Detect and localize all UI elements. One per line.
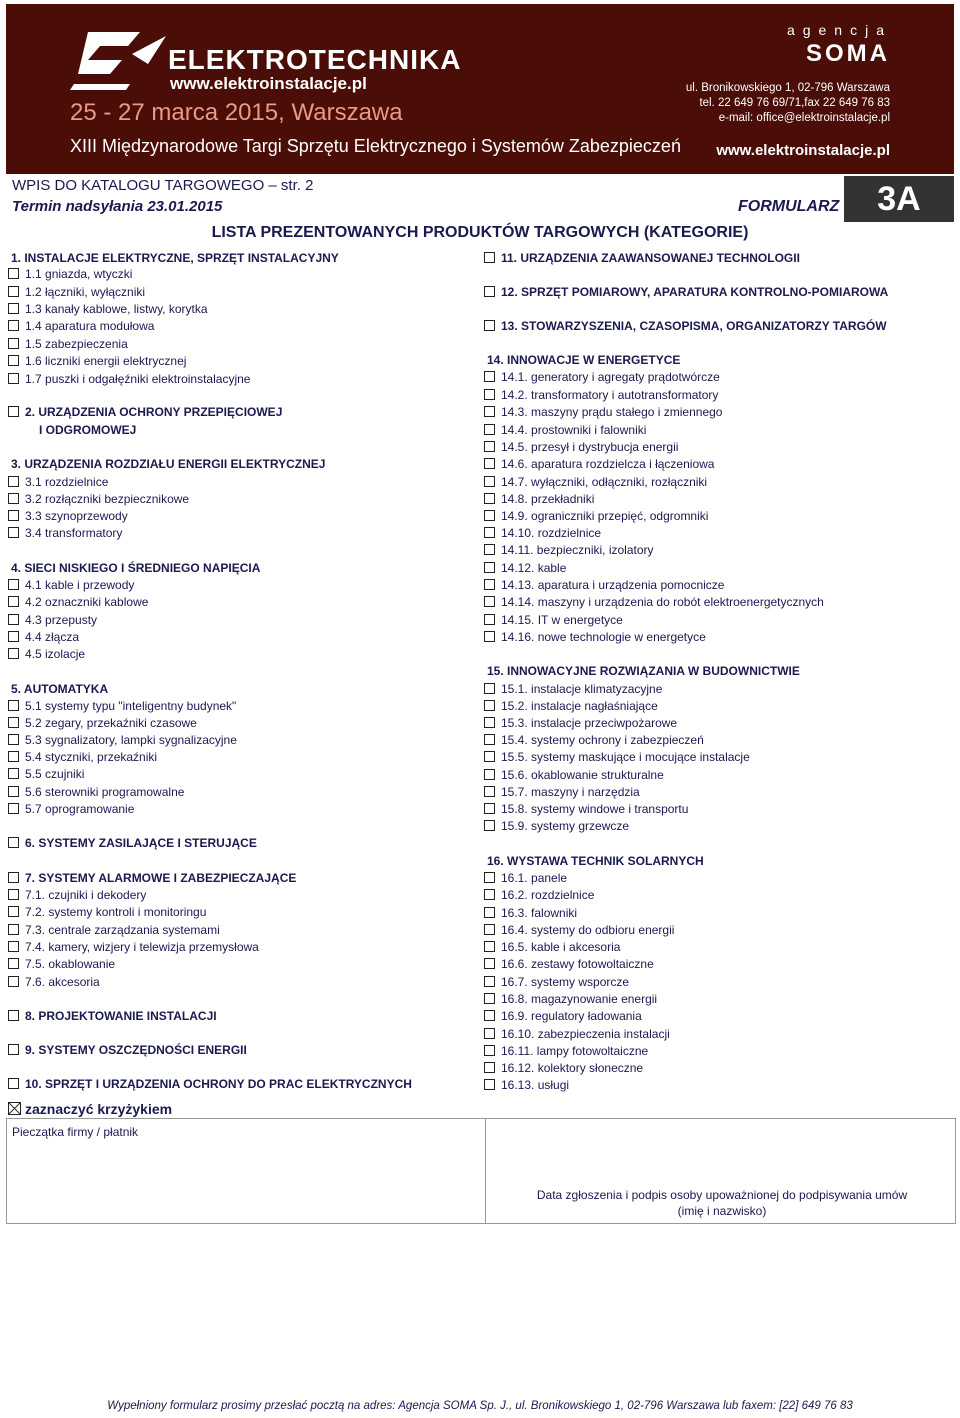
brand-url: www.elektroinstalacje.pl bbox=[170, 74, 367, 93]
checkbox[interactable] bbox=[484, 1010, 495, 1021]
category-label: 7.6. akcesoria bbox=[25, 975, 100, 989]
category-label: 14.14. maszyny i urządzenia do robót elektroenergetycznych bbox=[501, 595, 824, 609]
category-label: 16.4. systemy do odbioru energii bbox=[501, 923, 675, 937]
category-label: 14.11. bezpieczniki, izolatory bbox=[501, 543, 654, 557]
category-option[interactable] bbox=[484, 992, 657, 1006]
category-option[interactable] bbox=[484, 595, 824, 609]
checkbox[interactable] bbox=[8, 373, 19, 384]
stamp-field-label: Pieczątka firmy / płatnik bbox=[12, 1125, 139, 1139]
category-option[interactable] bbox=[484, 957, 654, 971]
category-label: 16.10. zabezpieczenia instalacji bbox=[501, 1027, 670, 1041]
category-option[interactable] bbox=[8, 699, 236, 713]
category-label: 16.1. panele bbox=[501, 871, 568, 885]
checkbox[interactable] bbox=[8, 406, 19, 417]
category-label: 15.5. systemy maskujące i mocujące instalacje bbox=[501, 750, 750, 764]
category-option[interactable] bbox=[8, 940, 259, 954]
checkbox[interactable] bbox=[8, 596, 19, 607]
category-label: 14.2. transformatory i autotransformatory bbox=[501, 388, 719, 402]
checkbox[interactable] bbox=[8, 1010, 19, 1021]
checkbox[interactable] bbox=[484, 1045, 495, 1056]
category-heading bbox=[487, 353, 680, 367]
category-option[interactable] bbox=[484, 785, 640, 799]
agency-address: ul. Bronikowskiego 1, 02-796 Warszawa bbox=[685, 82, 890, 94]
checkbox[interactable] bbox=[484, 907, 495, 918]
category-label: 3.4 transformatory bbox=[25, 526, 123, 540]
signature-field-label bbox=[507, 1187, 937, 1219]
category-label: 2. URZĄDZENIA OCHRONY PRZEPIĘCIOWEJ bbox=[25, 405, 283, 419]
category-option[interactable] bbox=[8, 1043, 247, 1057]
category-option[interactable] bbox=[8, 871, 296, 885]
page-title: LISTA PREZENTOWANYCH PRODUKTÓW TARGOWYCH (KATEGORIE) bbox=[211, 224, 749, 241]
agency-label: agencja bbox=[786, 22, 892, 38]
category-label: 16.11. lampy fotowoltaiczne bbox=[501, 1044, 649, 1058]
form-label: FORMULARZ bbox=[738, 198, 840, 215]
checkbox[interactable] bbox=[484, 406, 495, 417]
checkbox[interactable] bbox=[484, 803, 495, 814]
category-label: 14.15. IT w energetyce bbox=[501, 613, 623, 627]
category-label: 11. URZĄDZENIA ZAAWANSOWANEJ TECHNOLOGII bbox=[501, 251, 800, 265]
category-option[interactable] bbox=[484, 319, 887, 333]
checkbox[interactable] bbox=[484, 562, 495, 573]
category-option[interactable] bbox=[8, 509, 128, 523]
category-label: 3.2 rozłączniki bezpiecznikowe bbox=[25, 492, 190, 506]
catalog-entry-title: WPIS DO KATALOGU TARGOWEGO – str. 2 bbox=[12, 177, 314, 194]
category-label: 16.5. kable i akcesoria bbox=[501, 940, 621, 954]
checkbox[interactable] bbox=[8, 751, 19, 762]
category-option[interactable] bbox=[8, 905, 206, 919]
category-label: 14.16. nowe technologie w energetyce bbox=[501, 630, 706, 644]
category-label: I ODGROMOWEJ bbox=[39, 423, 137, 437]
checkbox[interactable] bbox=[484, 614, 495, 625]
checkbox[interactable] bbox=[8, 872, 19, 883]
category-label: 16.3. falowniki bbox=[501, 906, 578, 920]
category-label: 16. WYSTAWA TECHNIK SOLARNYCH bbox=[487, 854, 704, 868]
category-label: 14.3. maszyny prądu stałego i zmiennego bbox=[501, 405, 723, 419]
category-label: 10. SPRZĘT I URZĄDZENIA OCHRONY DO PRAC ELEKTRYCZNYCH bbox=[25, 1077, 412, 1091]
category-label: 14.9. ograniczniki przepięć, odgromniki bbox=[501, 509, 709, 523]
category-option[interactable] bbox=[8, 1077, 412, 1091]
category-option[interactable] bbox=[8, 267, 132, 281]
category-option[interactable] bbox=[484, 1009, 642, 1023]
mark-instruction-text: zaznaczyć krzyżykiem bbox=[25, 1101, 173, 1117]
checkbox[interactable] bbox=[484, 976, 495, 987]
category-option[interactable] bbox=[484, 871, 567, 885]
signature-table bbox=[6, 1118, 956, 1224]
category-label: 16.6. zestawy fotowoltaiczne bbox=[501, 957, 654, 971]
category-option[interactable] bbox=[8, 630, 79, 644]
category-option[interactable] bbox=[8, 285, 145, 299]
checkbox[interactable] bbox=[8, 958, 19, 969]
crossed-checkbox-icon bbox=[8, 1102, 21, 1115]
category-option[interactable] bbox=[8, 595, 148, 609]
checkbox[interactable] bbox=[8, 768, 19, 779]
category-label: 14.12. kable bbox=[501, 561, 567, 575]
category-option[interactable] bbox=[8, 354, 186, 368]
category-option[interactable] bbox=[484, 457, 714, 471]
checkbox[interactable] bbox=[8, 1078, 19, 1089]
category-option[interactable] bbox=[484, 975, 629, 989]
category-label: 15.7. maszyny i narzędzia bbox=[501, 785, 640, 799]
category-option[interactable] bbox=[484, 1061, 643, 1075]
category-label: 5.1 systemy typu "inteligentny budynek" bbox=[25, 699, 237, 713]
brand-name: ELEKTROTECHNIKA bbox=[168, 44, 462, 75]
checkbox[interactable] bbox=[484, 527, 495, 538]
category-label: 14.1. generatory i agregaty prądotwórcze bbox=[501, 370, 720, 384]
checkbox[interactable] bbox=[8, 803, 19, 814]
category-option[interactable] bbox=[8, 613, 97, 627]
category-option[interactable] bbox=[484, 733, 704, 747]
category-heading bbox=[487, 664, 800, 678]
signature-divider bbox=[485, 1119, 486, 1223]
category-option[interactable] bbox=[8, 957, 115, 971]
checkbox[interactable] bbox=[8, 717, 19, 728]
category-option[interactable] bbox=[8, 578, 134, 592]
category-heading bbox=[39, 423, 136, 437]
category-option[interactable] bbox=[484, 1027, 670, 1041]
category-option[interactable] bbox=[8, 767, 84, 781]
category-label: 16.13. usługi bbox=[501, 1078, 570, 1092]
checkbox[interactable] bbox=[8, 286, 19, 297]
category-option[interactable] bbox=[484, 630, 706, 644]
category-option[interactable] bbox=[8, 785, 184, 799]
checkbox[interactable] bbox=[484, 424, 495, 435]
category-label: 12. SPRZĘT POMIAROWY, APARATURA KONTROLNO-POMIAROWA bbox=[501, 285, 889, 299]
checkbox[interactable] bbox=[484, 596, 495, 607]
header-banner bbox=[6, 4, 954, 174]
category-option[interactable] bbox=[8, 475, 108, 489]
checkbox[interactable] bbox=[484, 631, 495, 642]
category-label: 16.2. rozdzielnice bbox=[501, 888, 595, 902]
category-label: 7.1. czujniki i dekodery bbox=[25, 888, 147, 902]
checkbox[interactable] bbox=[484, 958, 495, 969]
category-option[interactable] bbox=[484, 370, 720, 384]
category-option[interactable] bbox=[8, 923, 220, 937]
agency-email: e-mail: office@elektroinstalacje.pl bbox=[718, 112, 890, 124]
category-label: 1.4 aparatura modułowa bbox=[25, 319, 155, 333]
category-option[interactable] bbox=[484, 285, 888, 299]
checkbox[interactable] bbox=[8, 976, 19, 987]
checkbox[interactable] bbox=[484, 579, 495, 590]
category-label: 1.6 liczniki energii elektrycznej bbox=[25, 354, 187, 368]
category-label: 15.8. systemy windowe i transportu bbox=[501, 802, 689, 816]
category-label: 3.3 szynoprzewody bbox=[25, 509, 128, 523]
checkbox[interactable] bbox=[484, 734, 495, 745]
category-option[interactable] bbox=[484, 561, 566, 575]
category-option[interactable] bbox=[8, 492, 189, 506]
category-option[interactable] bbox=[484, 492, 594, 506]
category-label: 16.8. magazynowanie energii bbox=[501, 992, 658, 1006]
checkbox[interactable] bbox=[484, 458, 495, 469]
category-option[interactable] bbox=[8, 733, 237, 747]
category-label: 14.13. aparatura i urządzenia pomocnicze bbox=[501, 578, 725, 592]
category-label: 14.8. przekładniki bbox=[501, 492, 595, 506]
category-option[interactable] bbox=[484, 405, 722, 419]
category-option[interactable] bbox=[484, 251, 800, 265]
form-number: 3A bbox=[844, 176, 954, 222]
category-option[interactable] bbox=[484, 750, 750, 764]
category-label: 1.3 kanały kablowe, listwy, korytka bbox=[25, 302, 208, 316]
category-option[interactable] bbox=[8, 802, 134, 816]
category-option[interactable] bbox=[484, 819, 629, 833]
category-label: 4.1 kable i przewody bbox=[25, 578, 135, 592]
category-label: 1.1 gniazda, wtyczki bbox=[25, 267, 133, 281]
category-label: 5.3 sygnalizatory, lampki sygnalizacyjne bbox=[25, 733, 237, 747]
category-label: 14.5. przesył i dystrybucja energii bbox=[501, 440, 679, 454]
category-label: 16.12. kolektory słoneczne bbox=[501, 1061, 644, 1075]
category-heading bbox=[11, 457, 325, 471]
category-label: 8. PROJEKTOWANIE INSTALACJI bbox=[25, 1009, 217, 1023]
category-label: 14.10. rozdzielnice bbox=[501, 526, 602, 540]
category-heading bbox=[11, 251, 339, 265]
category-label: 6. SYSTEMY ZASILAJĄCE I STERUJĄCE bbox=[25, 836, 257, 850]
checkbox[interactable] bbox=[484, 1028, 495, 1039]
checkbox[interactable] bbox=[484, 941, 495, 952]
category-label: 4.5 izolacje bbox=[25, 647, 86, 661]
signature-label-line2: (imię i nazwisko) bbox=[677, 1204, 767, 1218]
agency-logo: SOMA bbox=[806, 40, 890, 67]
category-option[interactable] bbox=[484, 768, 664, 782]
category-label: 15.1. instalacje klimatyzacyjne bbox=[501, 682, 663, 696]
checkbox[interactable] bbox=[8, 837, 19, 848]
category-option[interactable] bbox=[8, 526, 122, 540]
category-label: 7.4. kamery, wizjery i telewizja przemysłowa bbox=[25, 940, 259, 954]
checkbox[interactable] bbox=[484, 872, 495, 883]
checkbox[interactable] bbox=[484, 493, 495, 504]
category-label: 14. INNOWACJE W ENERGETYCE bbox=[487, 353, 681, 367]
category-option[interactable] bbox=[8, 337, 128, 351]
category-option[interactable] bbox=[8, 1009, 217, 1023]
category-label: 15.4. systemy ochrony i zabezpieczeń bbox=[501, 733, 704, 747]
checkbox[interactable] bbox=[484, 320, 495, 331]
deadline: Termin nadsyłania 23.01.2015 bbox=[12, 198, 223, 215]
category-label: 5.7 oprogramowanie bbox=[25, 802, 135, 816]
checkbox[interactable] bbox=[484, 476, 495, 487]
checkbox[interactable] bbox=[484, 700, 495, 711]
category-label: 16.7. systemy wsporcze bbox=[501, 975, 630, 989]
checkbox[interactable] bbox=[8, 338, 19, 349]
category-label: 3. URZĄDZENIA ROZDZIAŁU ENERGII ELEKTRYCZNEJ bbox=[11, 457, 326, 471]
signature-label-line1: Data zgłoszenia i podpis osoby upoważnionej do podpisywania umów bbox=[536, 1188, 908, 1202]
checkbox[interactable] bbox=[484, 924, 495, 935]
category-label: 4.4 złącza bbox=[25, 630, 80, 644]
category-label: 16.9. regulatory ładowania bbox=[501, 1009, 642, 1023]
category-option[interactable] bbox=[484, 475, 707, 489]
category-label: 4.2 oznaczniki kablowe bbox=[25, 595, 149, 609]
category-option[interactable] bbox=[484, 888, 594, 902]
category-label: 5.2 zegary, przekaźniki czasowe bbox=[25, 716, 197, 730]
category-option[interactable] bbox=[484, 716, 677, 730]
checkbox[interactable] bbox=[484, 371, 495, 382]
category-label: 3.1 rozdzielnice bbox=[25, 475, 109, 489]
category-option[interactable] bbox=[8, 647, 85, 661]
category-option[interactable] bbox=[484, 578, 724, 592]
category-label: 15.2. instalacje nagłaśniające bbox=[501, 699, 658, 713]
category-label: 13. STOWARZYSZENIA, CZASOPISMA, ORGANIZATORZY TARGÓW bbox=[501, 319, 887, 333]
category-label: 1. INSTALACJE ELEKTRYCZNE, SPRZĘT INSTALACYJNY bbox=[11, 251, 339, 265]
category-label: 15.9. systemy grzewcze bbox=[501, 819, 630, 833]
checkbox[interactable] bbox=[484, 751, 495, 762]
checkbox[interactable] bbox=[8, 476, 19, 487]
event-title: XIII Międzynarodowe Targi Sprzętu Elektrycznego i Systemów Zabezpieczeń bbox=[70, 136, 681, 156]
category-label: 4.3 przepusty bbox=[25, 613, 98, 627]
checkbox[interactable] bbox=[484, 889, 495, 900]
checkbox[interactable] bbox=[8, 320, 19, 331]
agency-phone: tel. 22 649 76 69/71,fax 22 649 76 83 bbox=[699, 97, 890, 109]
category-label: 4. SIECI NISKIEGO I ŚREDNIEGO NAPIĘCIA bbox=[11, 561, 261, 575]
checkbox[interactable] bbox=[8, 268, 19, 279]
category-option[interactable] bbox=[484, 509, 708, 523]
category-option[interactable] bbox=[8, 405, 282, 419]
category-label: 15. INNOWACYJNE ROZWIĄZANIA W BUDOWNICTWIE bbox=[487, 664, 800, 678]
checkbox[interactable] bbox=[8, 510, 19, 521]
category-label: 9. SYSTEMY OSZCZĘDNOŚCI ENERGII bbox=[25, 1043, 247, 1057]
category-option[interactable] bbox=[484, 388, 718, 402]
agency-url: www.elektroinstalacje.pl bbox=[716, 142, 890, 159]
category-label: 14.7. wyłączniki, odłączniki, rozłączniki bbox=[501, 475, 708, 489]
checkbox[interactable] bbox=[484, 993, 495, 1004]
category-option[interactable] bbox=[484, 613, 623, 627]
checkbox[interactable] bbox=[8, 355, 19, 366]
checkbox[interactable] bbox=[8, 1044, 19, 1055]
category-label: 7.3. centrale zarządzania systemami bbox=[25, 923, 220, 937]
checkbox[interactable] bbox=[484, 252, 495, 263]
category-option[interactable] bbox=[484, 440, 678, 454]
checkbox[interactable] bbox=[8, 303, 19, 314]
checkbox[interactable] bbox=[8, 579, 19, 590]
category-option[interactable] bbox=[484, 526, 601, 540]
checkbox[interactable] bbox=[8, 631, 19, 642]
checkbox[interactable] bbox=[484, 717, 495, 728]
checkbox[interactable] bbox=[484, 510, 495, 521]
checkbox[interactable] bbox=[484, 441, 495, 452]
category-option[interactable] bbox=[484, 543, 654, 557]
checkbox[interactable] bbox=[484, 286, 495, 297]
checkbox[interactable] bbox=[8, 924, 19, 935]
category-option[interactable] bbox=[484, 802, 688, 816]
category-heading bbox=[487, 854, 704, 868]
checkbox[interactable] bbox=[484, 820, 495, 831]
checkbox[interactable] bbox=[484, 769, 495, 780]
category-option[interactable] bbox=[484, 423, 646, 437]
category-option[interactable] bbox=[8, 888, 146, 902]
category-option[interactable] bbox=[484, 682, 662, 696]
checkbox[interactable] bbox=[484, 544, 495, 555]
category-option[interactable] bbox=[484, 1044, 648, 1058]
category-option[interactable] bbox=[484, 906, 577, 920]
checkbox[interactable] bbox=[8, 648, 19, 659]
category-option[interactable] bbox=[484, 1078, 569, 1092]
category-label: 5.6 sterowniki programowalne bbox=[25, 785, 185, 799]
category-option[interactable] bbox=[8, 302, 208, 316]
category-label: 14.4. prostowniki i falowniki bbox=[501, 423, 647, 437]
checkbox[interactable] bbox=[484, 786, 495, 797]
category-option[interactable] bbox=[8, 836, 257, 850]
checkbox[interactable] bbox=[8, 614, 19, 625]
category-label: 14.6. aparatura rozdzielcza i łączeniowa bbox=[501, 457, 715, 471]
category-option[interactable] bbox=[484, 923, 674, 937]
category-label: 1.7 puszki i odgałęźniki elektroinstalacyjne bbox=[25, 372, 251, 386]
checkbox[interactable] bbox=[8, 941, 19, 952]
checkbox[interactable] bbox=[8, 734, 19, 745]
checkbox[interactable] bbox=[8, 889, 19, 900]
category-option[interactable] bbox=[8, 372, 250, 386]
mark-instruction bbox=[8, 1101, 172, 1117]
category-label: 1.2 łączniki, wyłączniki bbox=[25, 285, 146, 299]
category-option[interactable] bbox=[8, 975, 100, 989]
category-heading bbox=[11, 561, 260, 575]
category-label: 15.6. okablowanie strukturalne bbox=[501, 768, 664, 782]
category-label: 7.2. systemy kontroli i monitoringu bbox=[25, 905, 207, 919]
footer-note: Wypełniony formularz prosimy przesłać pocztą na adres: Agencja SOMA Sp. J., ul. Bronikowskiego 1, 02-796 Warszawa lub faxem: [22] 649 76 83 bbox=[107, 1400, 853, 1412]
checkbox[interactable] bbox=[8, 906, 19, 917]
category-label: 1.5 zabezpieczenia bbox=[25, 337, 128, 351]
category-label: 7. SYSTEMY ALARMOWE I ZABEZPIECZAJĄCE bbox=[25, 871, 297, 885]
elektrotechnika-logo-icon bbox=[70, 24, 170, 94]
checkbox[interactable] bbox=[8, 493, 19, 504]
category-option[interactable] bbox=[8, 750, 157, 764]
checkbox[interactable] bbox=[484, 1079, 495, 1090]
category-option[interactable] bbox=[484, 940, 620, 954]
checkbox[interactable] bbox=[484, 1062, 495, 1073]
category-label: 15.3. instalacje przeciwpożarowe bbox=[501, 716, 678, 730]
category-heading bbox=[11, 682, 108, 696]
event-date: 25 - 27 marca 2015, Warszawa bbox=[70, 99, 403, 126]
category-option[interactable] bbox=[8, 716, 197, 730]
category-label: 5.4 styczniki, przekaźniki bbox=[25, 750, 158, 764]
checkbox[interactable] bbox=[8, 786, 19, 797]
category-option[interactable] bbox=[484, 699, 658, 713]
checkbox[interactable] bbox=[484, 389, 495, 400]
checkbox[interactable] bbox=[484, 683, 495, 694]
checkbox[interactable] bbox=[8, 700, 19, 711]
category-label: 5. AUTOMATYKA bbox=[11, 682, 109, 696]
category-label: 5.5 czujniki bbox=[25, 767, 85, 781]
category-option[interactable] bbox=[8, 319, 154, 333]
checkbox[interactable] bbox=[8, 527, 19, 538]
category-label: 7.5. okablowanie bbox=[25, 957, 116, 971]
